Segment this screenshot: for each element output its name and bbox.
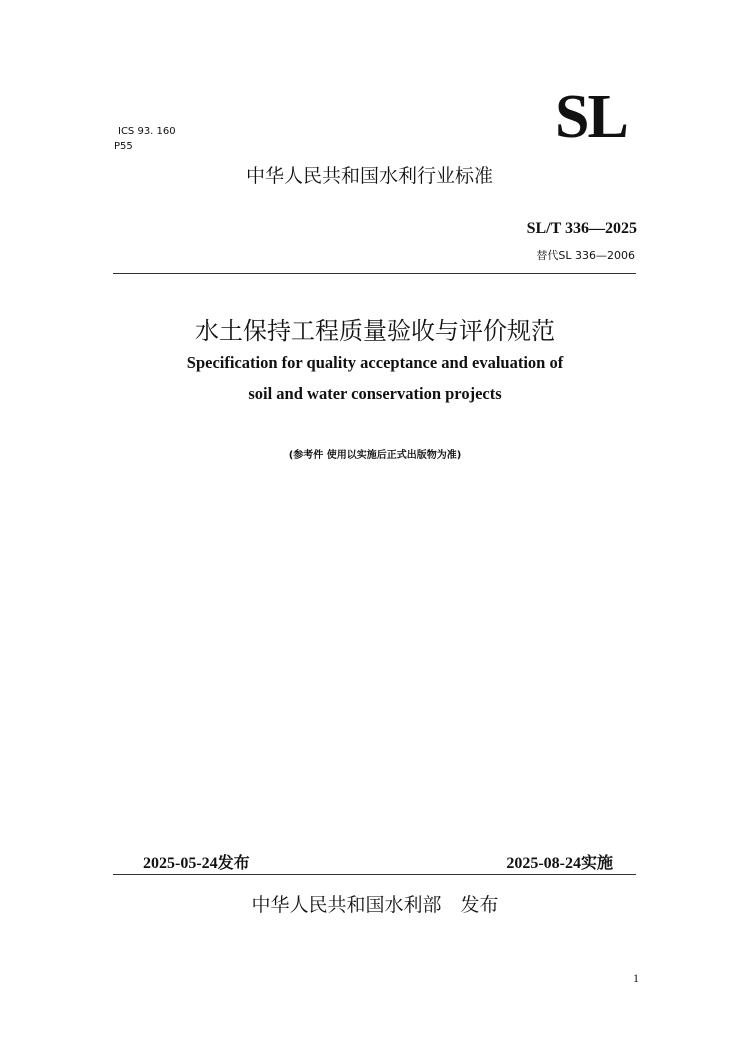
standard-category: 中华人民共和国水利行业标准 (246, 165, 494, 187)
effective-date: 2025-08-24实施 (506, 855, 613, 872)
issue-date: 2025-05-24发布 (143, 855, 250, 872)
replaces-standard: 替代SL 336—2006 (536, 249, 635, 262)
title-zh: 水土保持工程质量验收与评价规范 (195, 317, 555, 345)
title-en-line1: Specification for quality acceptance and evaluation of (186, 353, 564, 372)
header-divider (113, 273, 636, 274)
sl-logo: SL (555, 83, 627, 151)
page-number: 1 (633, 971, 639, 985)
reference-note: (参考件 使用以实施后正式出版物为准) (288, 450, 462, 461)
ics-code: ICS 93. 160 (118, 126, 176, 137)
ccs-code: P55 (114, 141, 133, 152)
standard-number: SL/T 336—2025 (526, 220, 637, 237)
title-en-line2: soil and water conservation projects (248, 384, 502, 403)
issuer: 中华人民共和国水利部 发布 (251, 894, 499, 916)
footer-divider (113, 874, 636, 875)
